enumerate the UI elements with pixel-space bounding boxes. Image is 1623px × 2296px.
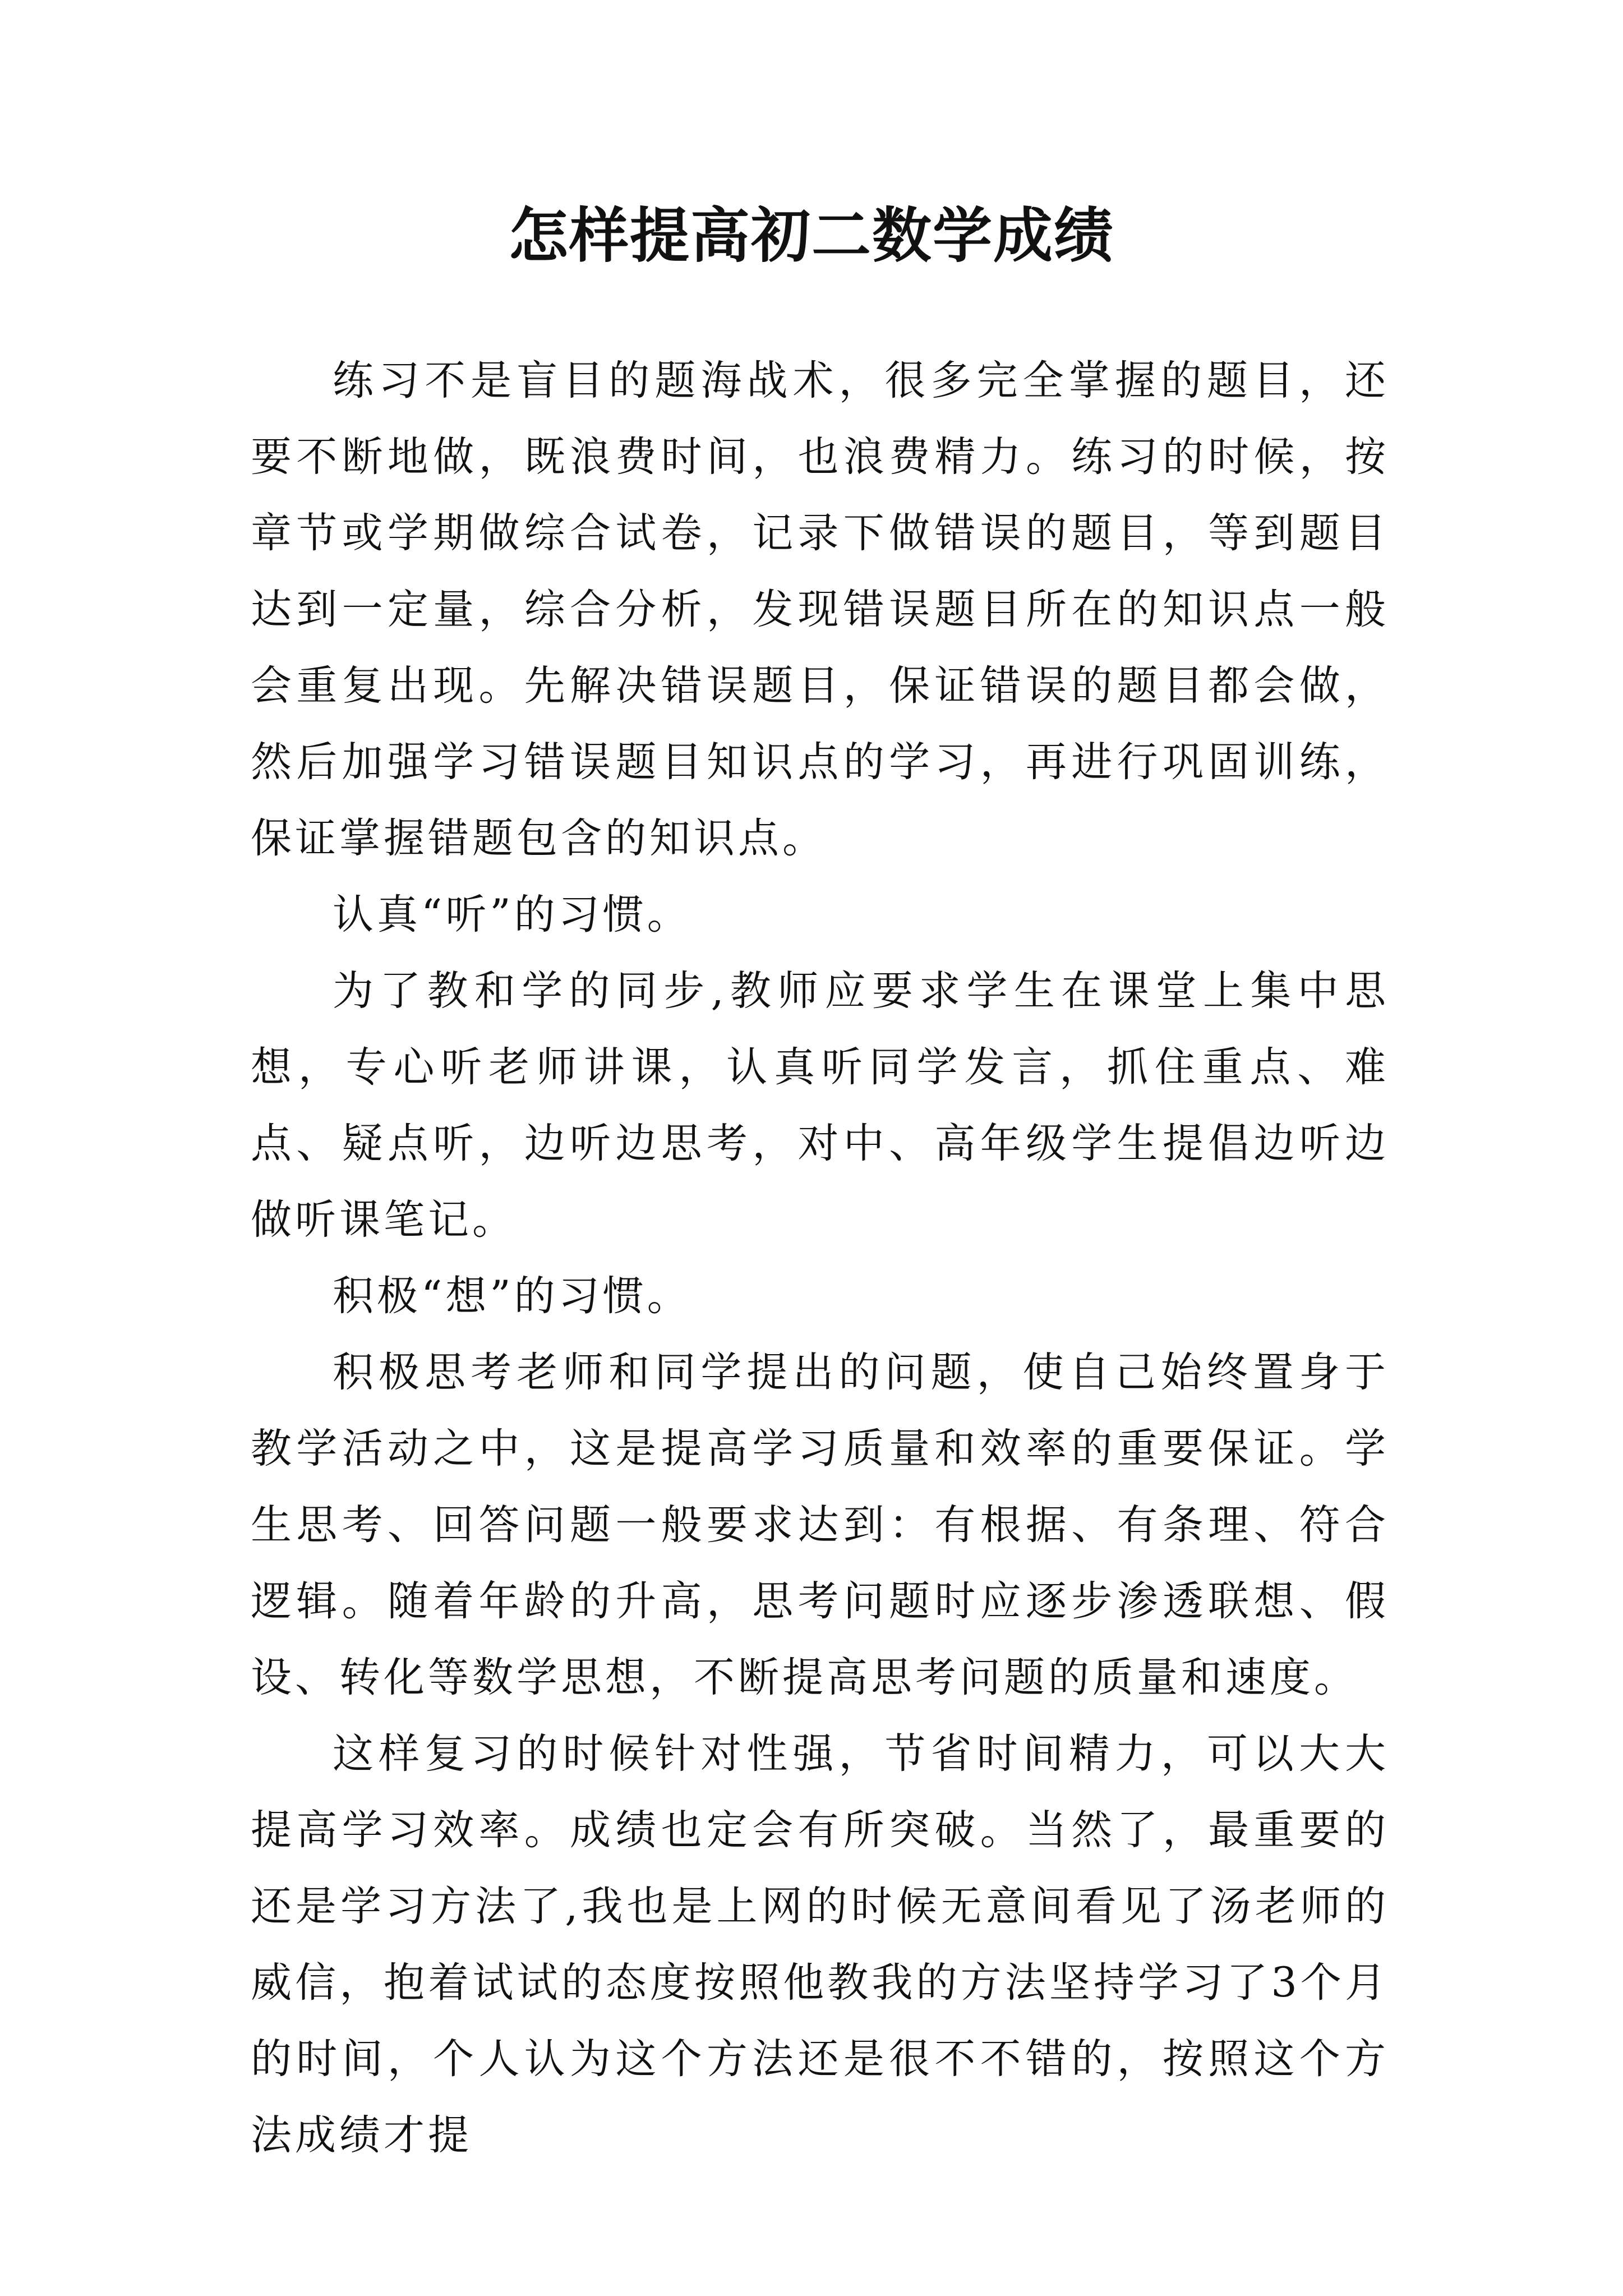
document-body — [251, 343, 1389, 2174]
paragraph: 练习不是盲目的题海战术，很多完全掌握的题目，还要不断地做，既浪费时间，也浪费精力。练习的时候，按章节或学期做综合试卷，记录下做错误的题目，等到题目达到一定量，综合分析，发现错误题目所在的知识点一般会重复出现。先解决错误题目，保证错误的题目都会做，然后加强学习错误题目知识点的学习，再进行巩固训练，保证掌握错题包含的知识点。 — [251, 357, 1389, 862]
paragraph: 积极思考老师和同学提出的问题，使自己始终置身于教学活动之中，这是提高学习质量和效率的重要保证。学生思考、回答问题一般要求达到：有根据、有条理、符合逻辑。随着年龄的升高，思考问题时应逐步渗透联想、假设、转化等数学思想，不断提高思考问题的质量和速度。 — [251, 1349, 1389, 1701]
paragraph: 认真“听”的习惯。 — [333, 891, 691, 938]
document-title: 怎样提高初二数学成绩 — [509, 200, 1114, 270]
paragraph: 积极“想”的习惯。 — [333, 1272, 691, 1320]
paragraph: 为了教和学的同步,教师应要求学生在课堂上集中思想，专心听老师讲课，认真听同学发言，抓住重点、难点、疑点听，边听边思考，对中、高年级学生提倡边听边做听课笔记。 — [251, 967, 1389, 1244]
paragraph: 这样复习的时候针对性强，节省时间精力，可以大大提高学习效率。成绩也定会有所突破。当然了，最重要的还是学习方法了,我也是上网的时候无意间看见了汤老师的威信，抱着试试的态度按照他教我的方法坚持学习了3个月的时间，个人认为这个方法还是很不不错的，按照这个方法成绩才提 — [251, 1730, 1389, 2159]
